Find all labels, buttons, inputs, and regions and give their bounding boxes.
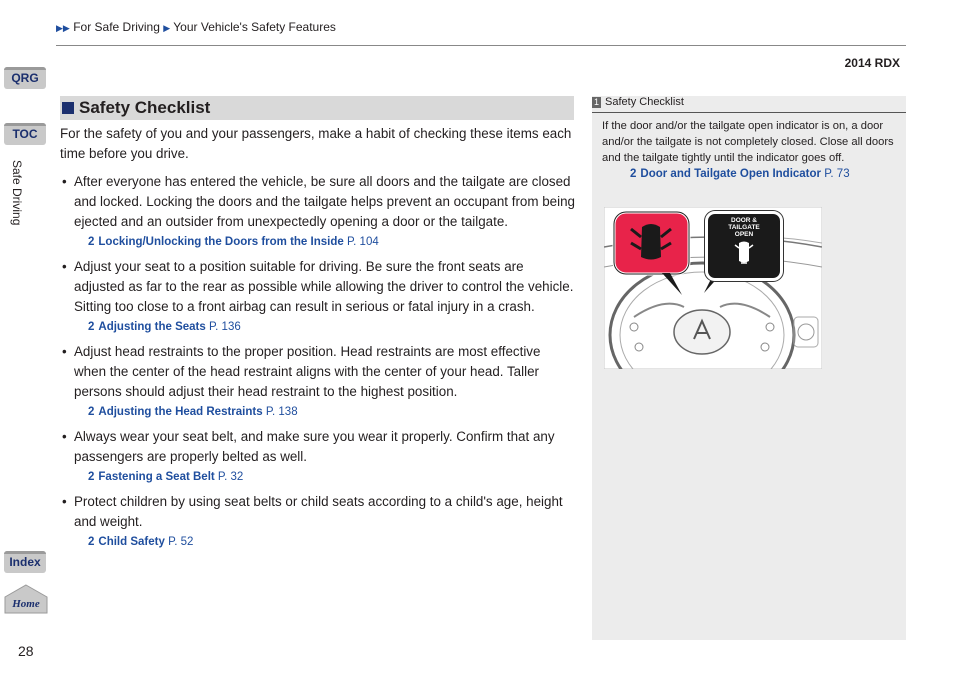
index-button[interactable]: Index: [4, 551, 46, 573]
reference-arrow-icon: 2: [88, 536, 95, 548]
cross-reference-link[interactable]: [74, 404, 575, 420]
toc-button[interactable]: TOC: [4, 123, 46, 145]
list-item: [60, 257, 575, 335]
bullet-icon: •: [62, 259, 67, 274]
cross-reference-link[interactable]: [74, 319, 575, 335]
reference-arrow-icon: 2: [88, 321, 95, 333]
main-content: [60, 124, 575, 557]
header-divider: [56, 45, 906, 46]
section-side-label: Safe Driving: [10, 160, 24, 226]
sidebar-heading: [592, 96, 906, 113]
section-title: Safety Checklist: [79, 98, 211, 117]
cross-reference-link[interactable]: [74, 234, 575, 250]
reference-title[interactable]: Fastening a Seat Belt: [98, 471, 215, 483]
bullet-text: After everyone has entered the vehicle, be sure all doors and the tailgate are closed and locked. Locking the doors and the tailgate helps prevent an occupant from being ejected and an outsider from unexpectedly opening a door or the tailgate.: [74, 174, 575, 229]
list-item: [60, 492, 575, 550]
bullet-icon: •: [62, 429, 67, 444]
breadcrumb-arrow-icon: ▶▶: [56, 23, 70, 33]
section-square-icon: [62, 102, 74, 114]
reference-title[interactable]: Child Safety: [98, 536, 165, 548]
reference-page[interactable]: P. 136: [208, 321, 241, 333]
door-open-indicator-icon: [614, 212, 689, 274]
indicator-text-2: TAILGATE: [728, 224, 760, 231]
cross-reference-link[interactable]: [602, 166, 898, 182]
reference-arrow-icon: 2: [88, 471, 95, 483]
reference-title[interactable]: Door and Tailgate Open Indicator: [640, 168, 822, 180]
bullet-text: Always wear your seat belt, and make sure you wear it properly. Confirm that any passengers are properly belted as well.: [74, 429, 555, 464]
bullet-icon: •: [62, 344, 67, 359]
breadcrumb: [56, 20, 336, 34]
page-number: 28: [18, 643, 34, 659]
reference-title[interactable]: Adjusting the Head Restraints: [98, 406, 263, 418]
home-button[interactable]: [4, 584, 48, 614]
bullet-text: Protect children by using seat belts or child seats according to a child's age, height and weight.: [74, 494, 563, 529]
reference-page[interactable]: P. 73: [824, 168, 850, 180]
home-label: Home: [12, 598, 40, 610]
bullet-icon: •: [62, 174, 67, 189]
reference-page[interactable]: P. 138: [265, 406, 298, 418]
note-number-badge: 1: [594, 97, 600, 107]
reference-arrow-icon: 2: [88, 236, 95, 248]
reference-title[interactable]: Adjusting the Seats: [98, 321, 206, 333]
intro-paragraph: For the safety of you and your passengers, make a habit of checking these items each time before you drive.: [60, 126, 572, 161]
reference-page[interactable]: P. 32: [217, 471, 244, 483]
car-tailgate-icon: [732, 240, 756, 266]
sidebar-paragraph: If the door and/or the tailgate open indicator is on, a door and/or the tailgate is not completely closed. Close all doors and the tailgate tightly until the indicator goes off.: [602, 120, 894, 164]
breadcrumb-link-safe-driving[interactable]: For Safe Driving: [73, 20, 160, 34]
section-heading: [60, 96, 574, 120]
indicator-text-1: DOOR &: [731, 217, 757, 224]
indicator-text-3: OPEN: [734, 231, 754, 238]
bullet-text: Adjust head restraints to the proper position. Head restraints are most effective when the center of the head restraint aligns with the center of your head. Taller persons should adjust their head restraint to the highest position.: [74, 344, 541, 399]
door-tailgate-open-indicator: [705, 211, 783, 281]
list-item: [60, 342, 575, 420]
bullet-text: Adjust your seat to a position suitable for driving. Be sure the front seats are adjusted as far to the rear as possible while allowing the driver to control the vehicle. Sitting too close to a front airbag can result in serious or fatal injury in a crash.: [74, 259, 574, 314]
list-item: [60, 172, 575, 250]
list-item: [60, 427, 575, 485]
breadcrumb-link-safety-features[interactable]: Your Vehicle's Safety Features: [173, 20, 336, 34]
model-name: 2014 RDX: [844, 56, 900, 70]
reference-arrow-icon: 2: [630, 168, 637, 180]
qrg-button[interactable]: QRG: [4, 67, 46, 89]
reference-title[interactable]: Locking/Unlocking the Doors from the Inside: [98, 236, 344, 248]
reference-page[interactable]: P. 52: [168, 536, 194, 548]
breadcrumb-arrow-icon: ▶: [163, 23, 171, 33]
bullet-icon: •: [62, 494, 67, 509]
cross-reference-link[interactable]: [74, 469, 575, 485]
sidebar-body: [602, 118, 898, 182]
reference-arrow-icon: 2: [88, 406, 95, 418]
sidebar-title: Safety Checklist: [605, 96, 684, 108]
reference-page[interactable]: P. 104: [346, 236, 379, 248]
cross-reference-link[interactable]: [74, 534, 575, 550]
